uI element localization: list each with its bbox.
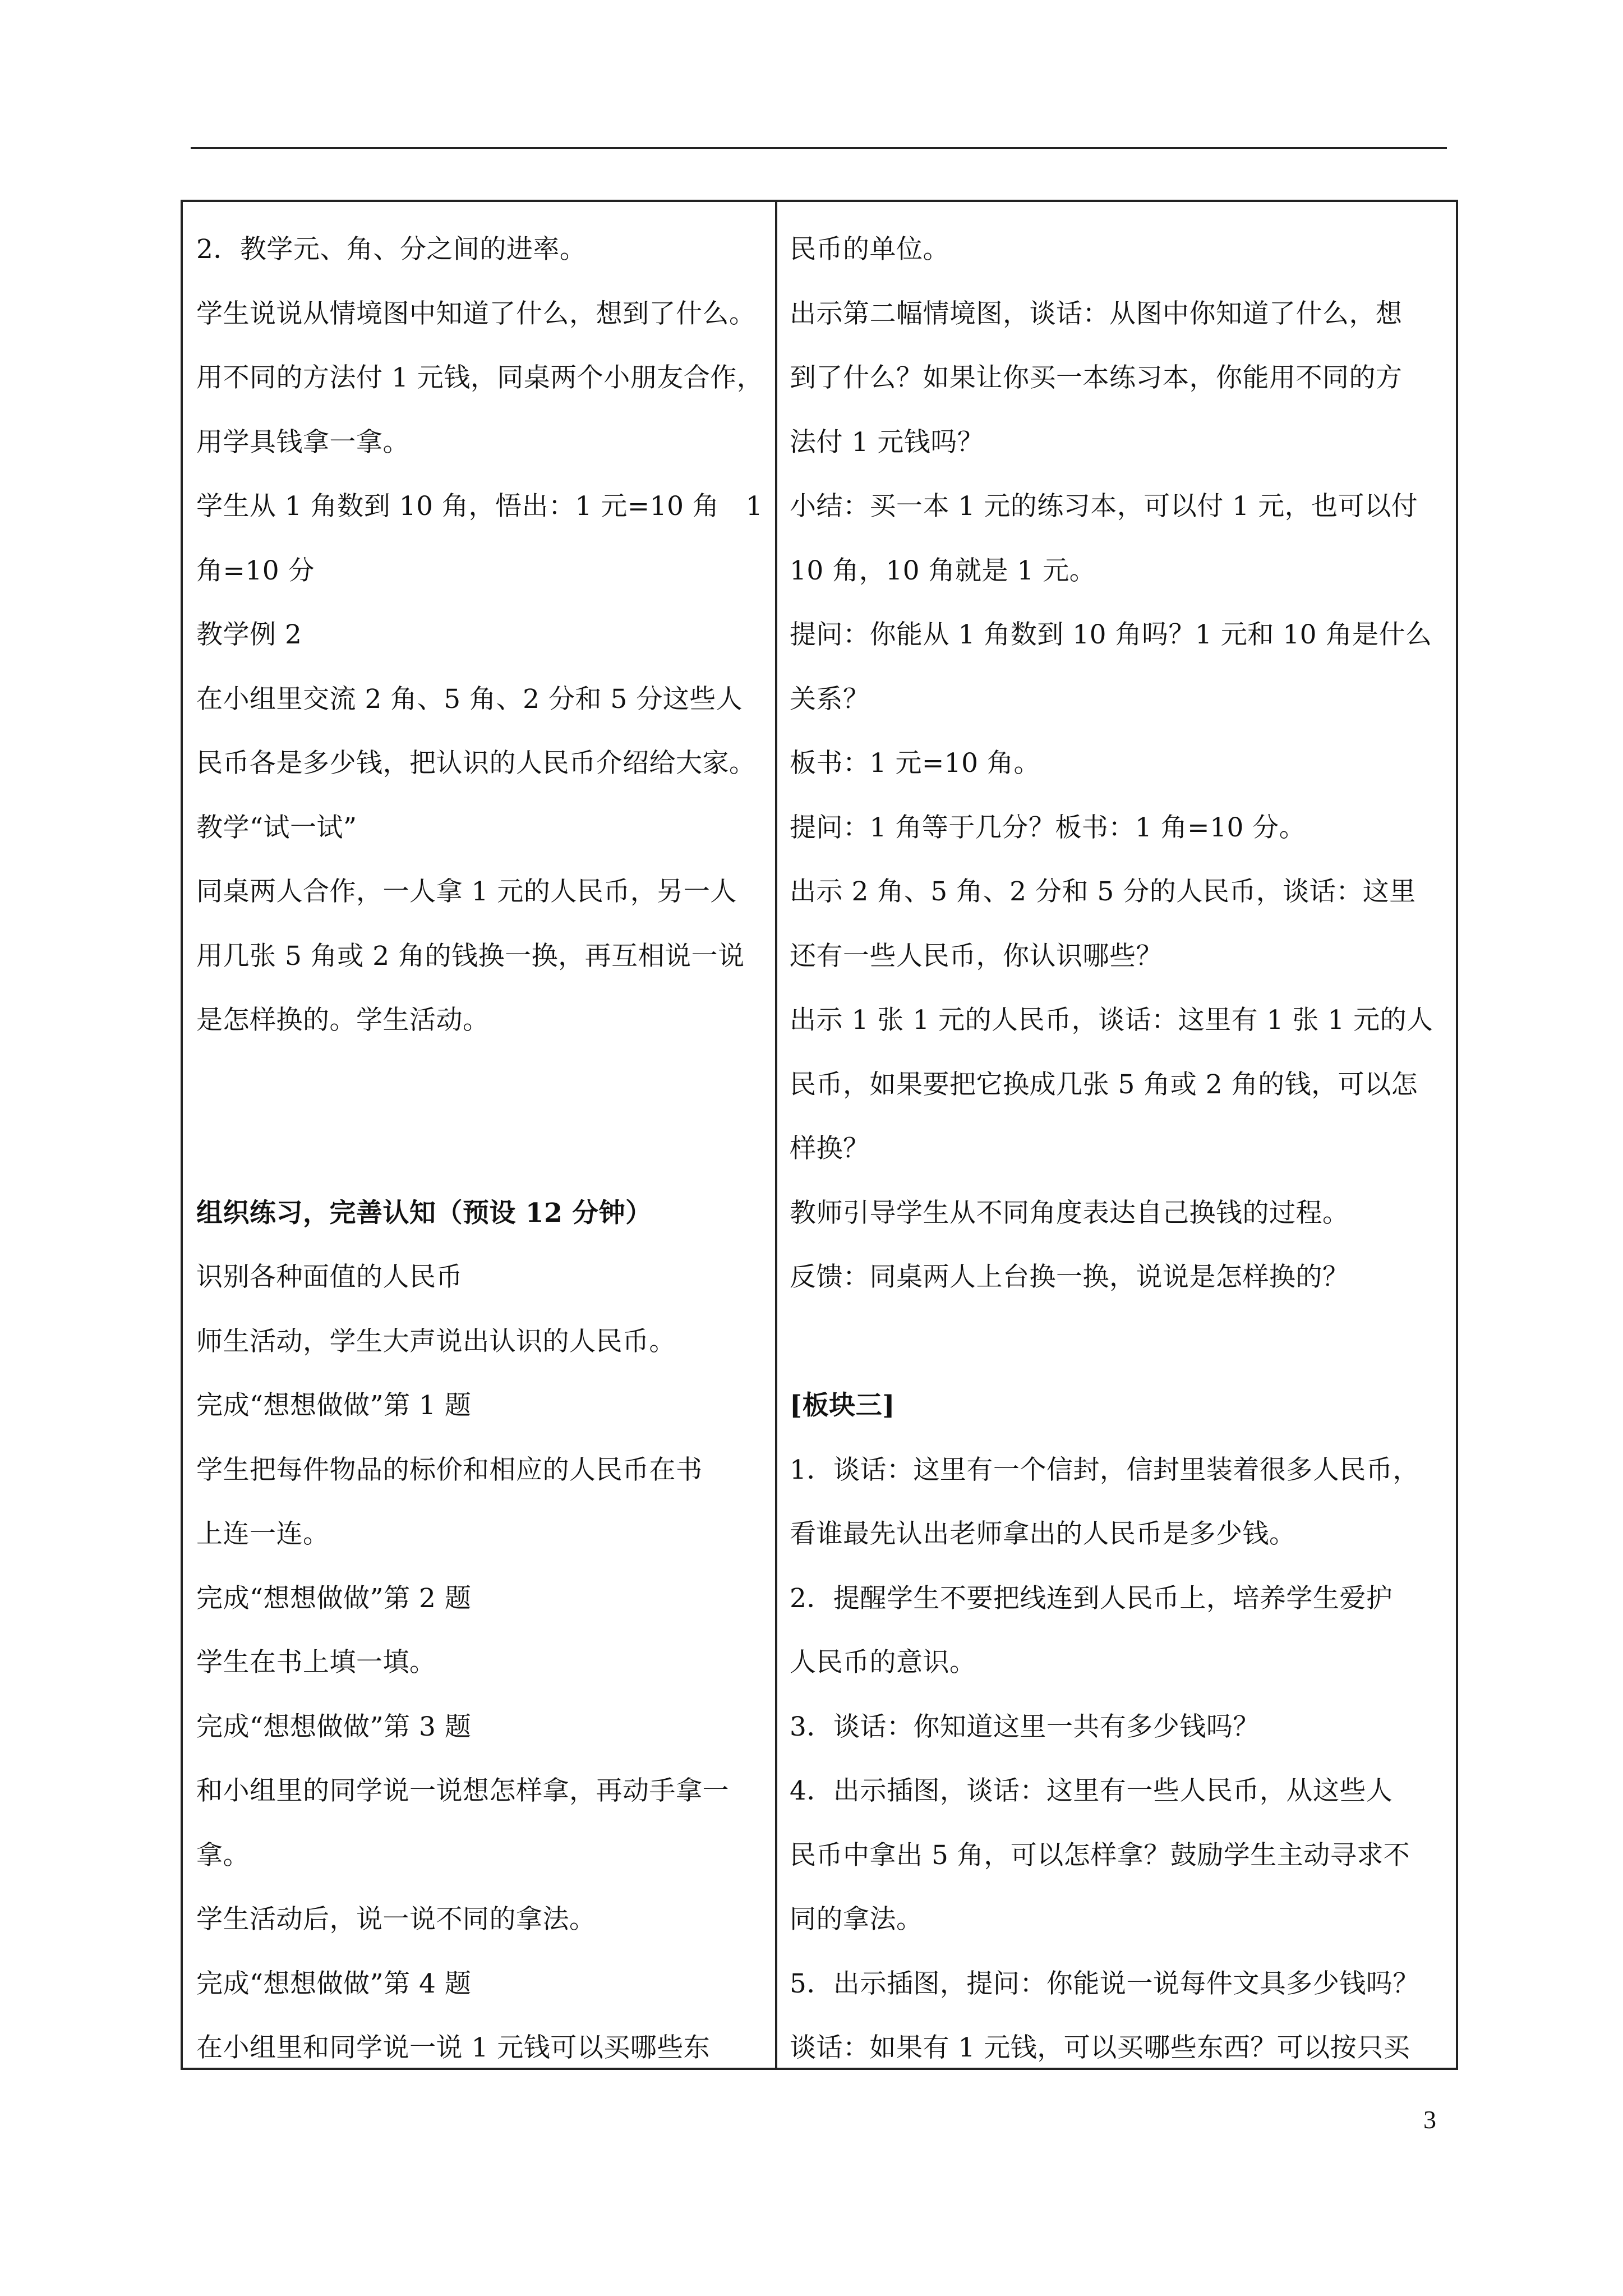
teacher-activity-text-line: 人民币的意识。 [790, 1647, 976, 1678]
section-heading: 组织练习，完善认知（预设 12 分钟） [196, 1197, 652, 1228]
student-activity-text-line: 学生从 1 角数到 10 角，悟出：1 元=10 角 1 [196, 491, 763, 522]
teacher-activity-column [777, 202, 1456, 2068]
student-activity-text-line: 在小组里交流 2 角、5 角、2 分和 5 分这些人 [196, 683, 743, 715]
teacher-activity-text-line: 10 角，10 角就是 1 元。 [790, 555, 1096, 586]
student-activity-column [183, 202, 777, 2068]
student-activity-text-line: 2．教学元、角、分之间的进率。 [196, 234, 587, 265]
teacher-activity-text-line: 5．出示插图，提问：你能说一说每件文具多少钱吗？ [790, 1968, 1419, 1999]
teacher-activity-text-line: 还有一些人民币，你认识哪些？ [790, 940, 1163, 972]
student-activity-text-line: 民币各是多少钱，把认识的人民币介绍给大家。 [196, 748, 756, 779]
student-activity-text-line: 完成“想想做做”第 1 题 [196, 1390, 472, 1421]
teacher-activity-text-line: 法付 1 元钱吗？ [790, 426, 984, 458]
student-activity-text-line: 在小组里和同学说一说 1 元钱可以买哪些东 [196, 2032, 711, 2063]
student-activity-text-line: 完成“想想做做”第 2 题 [196, 1582, 472, 1614]
teacher-activity-text-line: 出示 1 张 1 元的人民币，谈话：这里有 1 张 1 元的人 [790, 1005, 1433, 1036]
teacher-activity-text-line: 谈话：如果有 1 元钱，可以买哪些东西？可以按只买 [790, 2032, 1410, 2063]
student-activity-text-line: 用不同的方法付 1 元钱，同桌两个小朋友合作， [196, 362, 764, 393]
blank-line [196, 1117, 765, 1181]
teacher-activity-text-line: 到了什么？如果让你买一本练习本，你能用不同的方 [790, 362, 1403, 393]
student-activity-text-line: 拿。 [196, 1839, 250, 1871]
student-activity-text-line: 学生在书上填一填。 [196, 1647, 436, 1678]
student-activity-text-line: 教学“试一试” [196, 812, 357, 843]
teacher-activity-text-line: 出示第二幅情境图，谈话：从图中你知道了什么，想 [790, 298, 1403, 329]
student-activity-text-line: 和小组里的同学说一说想怎样拿，再动手拿一 [196, 1775, 729, 1806]
teacher-activity-text-line: 看谁最先认出老师拿出的人民币是多少钱。 [790, 1519, 1296, 1549]
teacher-activity-text-line: 2．提醒学生不要把线连到人民币上，培养学生爱护 [790, 1582, 1393, 1614]
teacher-activity-text-line: 4．出示插图，谈话：这里有一些人民币，从这些人 [790, 1775, 1393, 1806]
student-activity-text-line: 学生活动后，说一说不同的拿法。 [196, 1904, 596, 1935]
student-activity-text-line: 学生说说从情境图中知道了什么，想到了什么。 [196, 298, 756, 329]
teacher-activity-text-line: 教师引导学生从不同角度表达自己换钱的过程。 [790, 1197, 1349, 1228]
teacher-activity-text-line: 提问：你能从 1 角数到 10 角吗？1 元和 10 角是什么 [790, 619, 1432, 650]
teacher-activity-text-line: 板书：1 元=10 角。 [790, 748, 1040, 779]
student-activity-text-line: 识别各种面值的人民币 [196, 1262, 463, 1292]
header-rule [191, 147, 1447, 149]
student-activity-text-line: 用学具钱拿一拿。 [196, 426, 409, 458]
student-activity-text-line: 师生活动，学生大声说出认识的人民币。 [196, 1326, 676, 1357]
page-number: 3 [1423, 2105, 1436, 2134]
teacher-activity-text-line: 民币的单位。 [790, 234, 949, 265]
student-activity-text-line: 学生把每件物品的标价和相应的人民币在书 [196, 1454, 703, 1485]
teacher-activity-text-line: 民币中拿出 5 角，可以怎样拿？鼓励学生主动寻求不 [790, 1839, 1410, 1871]
student-activity-text-line: 角=10 分 [196, 555, 315, 586]
teacher-activity-text-line: 1．谈话：这里有一个信封，信封里装着很多人民币， [790, 1454, 1419, 1485]
blank-line [196, 1053, 765, 1117]
student-activity-text-line: 完成“想想做做”第 3 题 [196, 1711, 472, 1742]
lesson-plan-table [181, 200, 1458, 2070]
teacher-activity-text-line: 样换？ [790, 1133, 870, 1164]
teacher-activity-text-line: 关系？ [790, 683, 870, 715]
section-heading: [板块三] [790, 1390, 895, 1421]
student-activity-text-line: 是怎样换的。学生活动。 [196, 1005, 490, 1036]
teacher-activity-text-line: 小结：买一本 1 元的练习本，可以付 1 元，也可以付 [790, 491, 1418, 522]
teacher-activity-text-line: 同的拿法。 [790, 1904, 923, 1935]
student-activity-text-line: 完成“想想做做”第 4 题 [196, 1968, 472, 1999]
student-activity-text-line: 教学例 2 [196, 619, 302, 650]
teacher-activity-text-line: 民币，如果要把它换成几张 5 角或 2 角的钱，可以怎 [790, 1069, 1418, 1100]
teacher-activity-text-line: 出示 2 角、5 角、2 分和 5 分的人民币，谈话：这里 [790, 876, 1416, 907]
student-activity-text-line: 上连一连。 [196, 1519, 330, 1549]
student-activity-text-line: 用几张 5 角或 2 角的钱换一换，再互相说一说 [196, 940, 745, 972]
teacher-activity-text-line: 提问：1 角等于几分？板书：1 角=10 分。 [790, 812, 1306, 843]
blank-line [790, 1310, 1446, 1374]
student-activity-text-line: 同桌两人合作，一人拿 1 元的人民币，另一人 [196, 876, 737, 907]
teacher-activity-text-line: 反馈：同桌两人上台换一换，说说是怎样换的？ [790, 1262, 1349, 1292]
teacher-activity-text-line: 3．谈话：你知道这里一共有多少钱吗？ [790, 1711, 1260, 1742]
